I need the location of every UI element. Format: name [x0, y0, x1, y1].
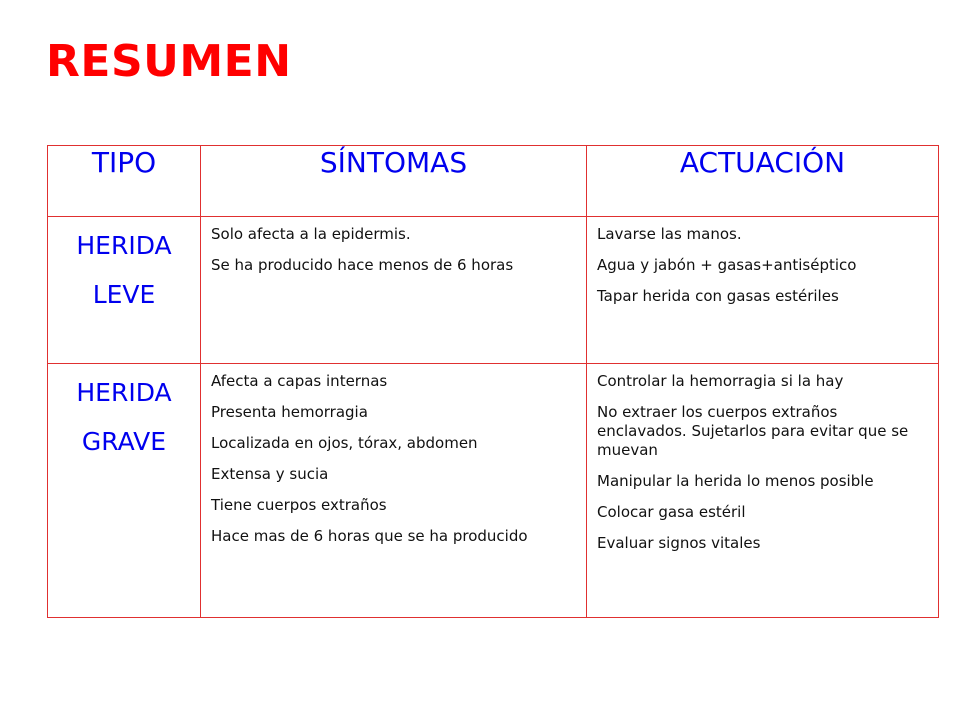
tipo-line: HERIDA	[76, 231, 172, 260]
page-title: RESUMEN	[46, 36, 292, 87]
actuacion-item: Agua y jabón + gasas+antiséptico	[597, 256, 857, 274]
tipo-line: LEVE	[92, 280, 156, 309]
sintoma-item: Hace mas de 6 horas que se ha producido	[211, 527, 528, 545]
actuacion-item: Manipular la herida lo menos posible	[597, 472, 874, 490]
tipo-line: HERIDA	[76, 378, 172, 407]
tipo-cell-grave	[48, 364, 201, 618]
sintoma-item: Presenta hemorragia	[211, 403, 368, 421]
header-actuacion: ACTUACIÓN	[587, 146, 939, 217]
actuacion-item: Controlar la hemorragia si la hay	[597, 372, 844, 390]
header-tipo: TIPO	[48, 146, 201, 217]
table-header-row	[48, 146, 939, 217]
actuacion-cell-leve	[587, 217, 939, 364]
tipo-cell-leve	[48, 217, 201, 364]
actuacion-item: No extraer los cuerpos extraños enclavados. Sujetarlos para evitar que se muevan	[597, 403, 909, 459]
sintoma-item: Solo afecta a la epidermis.	[211, 225, 411, 243]
actuacion-item: Colocar gasa estéril	[597, 503, 746, 521]
tipo-line: GRAVE	[81, 427, 167, 456]
summary-table	[47, 145, 939, 618]
sintomas-cell-grave	[201, 364, 587, 618]
sintoma-item: Tiene cuerpos extraños	[211, 496, 387, 514]
sintoma-item: Localizada en ojos, tórax, abdomen	[211, 434, 478, 452]
actuacion-cell-grave	[587, 364, 939, 618]
actuacion-item: Lavarse las manos.	[597, 225, 742, 243]
header-sintomas: SÍNTOMAS	[201, 146, 587, 217]
sintomas-cell-leve	[201, 217, 587, 364]
sintoma-item: Extensa y sucia	[211, 465, 329, 483]
actuacion-item: Evaluar signos vitales	[597, 534, 761, 552]
sintoma-item: Se ha producido hace menos de 6 horas	[211, 256, 514, 274]
table-row-herida-leve	[48, 217, 939, 364]
sintoma-item: Afecta a capas internas	[211, 372, 388, 390]
actuacion-item: Tapar herida con gasas estériles	[597, 287, 839, 305]
table-row-herida-grave	[48, 364, 939, 618]
